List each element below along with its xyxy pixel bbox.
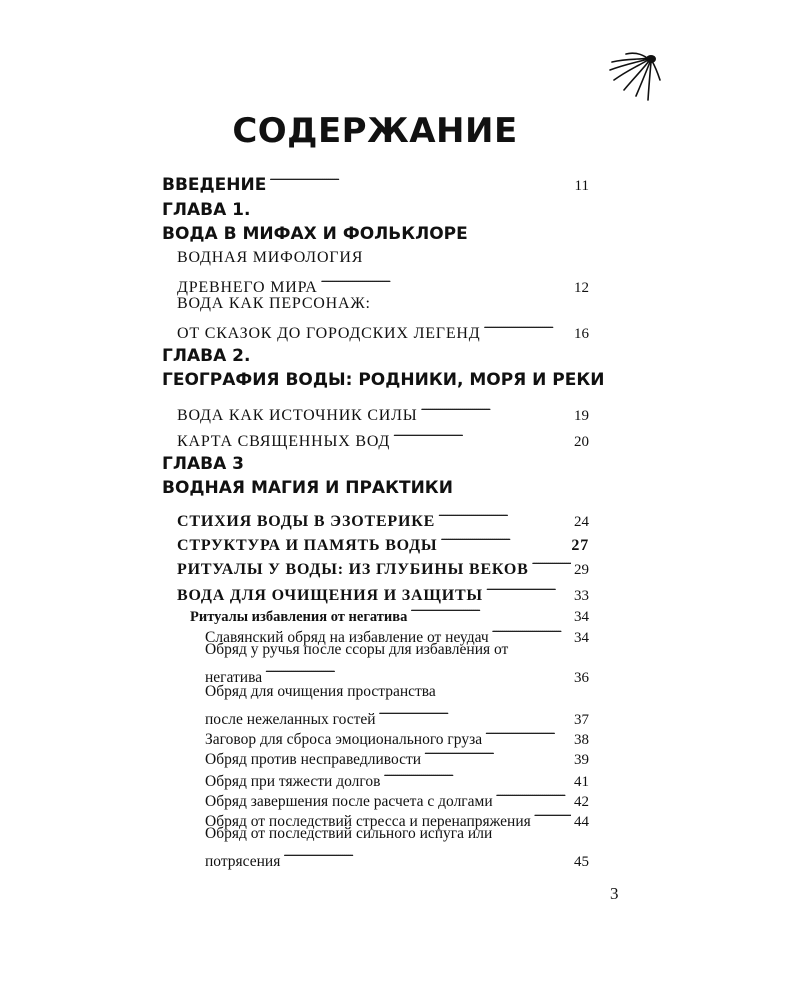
toc-page-number: 41 [574,774,589,790]
toc-page-number: 45 [574,854,589,870]
dot-leader [418,396,571,420]
chapter-3-title: ВОДНАЯ МАГИЯ И ПРАКТИКИ [162,478,453,498]
toc-page-number: 36 [574,670,589,686]
toc-section-water-rituals[interactable] [177,550,589,578]
toc-subsection-label: Ритуалы избавления от негатива [190,609,408,625]
dot-leader [262,658,571,682]
chapter-2-title: ГЕОГРАФИЯ ВОДЫ: РОДНИКИ, МОРЯ И РЕКИ [162,370,605,390]
toc-item-label: Обряд против несправедливости [205,751,422,768]
chapter-3-number: ГЛАВА 3 [162,454,244,474]
dot-leader [318,268,571,292]
toc-item-label-line2: после нежеланных гостей [205,711,376,728]
toc-page-number: 11 [574,178,589,194]
toc-page-number: 37 [574,712,589,728]
toc-page-number: 27 [571,537,589,554]
toc-page-number: 44 [574,814,589,830]
toc-page-number: 20 [574,434,589,450]
toc-item[interactable] [205,740,589,768]
toc-section-label-line1: ВОДНАЯ МИФОЛОГИЯ [177,249,364,266]
dot-leader [435,502,571,526]
toc-page-number: 38 [574,732,589,748]
toc-section-label: СТИХИЯ ВОДЫ В ЭЗОТЕРИКЕ [177,513,436,530]
toc-entry-introduction[interactable] [162,166,589,195]
toc-item[interactable] [205,658,589,686]
toc-item-label-line1: Обряд у ручья после ссоры для избавления от [205,641,509,658]
chapter-1-number: ГЛАВА 1. [162,200,251,220]
toc-section-label-line2: ДРЕВНЕГО МИРА [177,279,318,296]
toc-page-number: 24 [574,514,589,530]
toc-item[interactable] [205,842,589,870]
toc-section-water-mythology[interactable] [177,268,589,296]
toc-item-label: Обряд от последствий стресса и перенапряжения [205,813,531,830]
chapter-2-number: ГЛАВА 2. [162,346,251,366]
toc-section-label-line1: ВОДА КАК ПЕРСОНАЖ: [177,295,371,312]
toc-section-label: ВОДА ДЛЯ ОЧИЩЕНИЯ И ЗАЩИТЫ [177,587,483,604]
toc-section-water-memory[interactable] [177,526,589,554]
toc-item-label-line2: негатива [205,669,263,686]
toc-entry-label: ВВЕДЕНИЕ [162,175,267,195]
toc-section-label-line2: ОТ СКАЗОК ДО ГОРОДСКИХ ЛЕГЕНД [177,325,481,342]
dot-leader [437,526,568,550]
toc-page-number: 42 [574,794,589,810]
dot-leader [280,842,571,866]
toc-item-label: Заговор для сброса эмоционального груза [205,731,483,748]
toc-section-water-power[interactable] [177,396,589,424]
toc-page-number: 19 [574,408,589,424]
toc-item-label: Обряд при тяжести долгов [205,773,381,790]
dot-leader [480,314,571,338]
page-title: СОДЕРЖАНИЕ [232,111,518,151]
toc-item-label-line2: потрясения [205,853,281,870]
page-number: 3 [610,884,619,903]
toc-page-number: 16 [574,326,589,342]
toc-item-label: Славянский обряд на избавление от неудач [205,629,489,646]
toc-section-label: ВОДА КАК ИСТОЧНИК СИЛЫ [177,407,418,424]
toc-page-number: 33 [574,588,589,604]
chapter-1-title: ВОДА В МИФАХ И ФОЛЬКЛОРЕ [162,224,468,244]
toc-section-water-character[interactable] [177,314,589,342]
toc-section-label: КАРТА СВЯЩЕННЫХ ВОД [177,433,391,450]
toc-section-sacred-waters-map[interactable] [177,422,589,450]
toc-page-number: 34 [574,630,589,646]
toc-section-water-element[interactable] [177,502,589,530]
toc-section-label: РИТУАЛЫ У ВОДЫ: ИЗ ГЛУБИНЫ ВЕКОВ [177,561,529,578]
dot-leader [421,740,571,764]
toc-section-label: СТРУКТУРА И ПАМЯТЬ ВОДЫ [177,537,438,554]
dot-leader [390,422,571,446]
dot-leader [529,550,571,574]
toc-page-number: 12 [574,280,589,296]
toc-page-number: 29 [574,562,589,578]
dot-leader [266,166,571,190]
toc-page-number: 39 [574,752,589,768]
toc-item-label: Обряд завершения после расчета с долгами [205,793,493,810]
dot-leader [531,802,571,826]
toc-item-label-line1: Обряд от последствий сильного испуга или [205,825,493,842]
toc-page-number: 34 [574,609,589,625]
toc-item-label-line1: Обряд для очищения пространства [205,683,436,700]
